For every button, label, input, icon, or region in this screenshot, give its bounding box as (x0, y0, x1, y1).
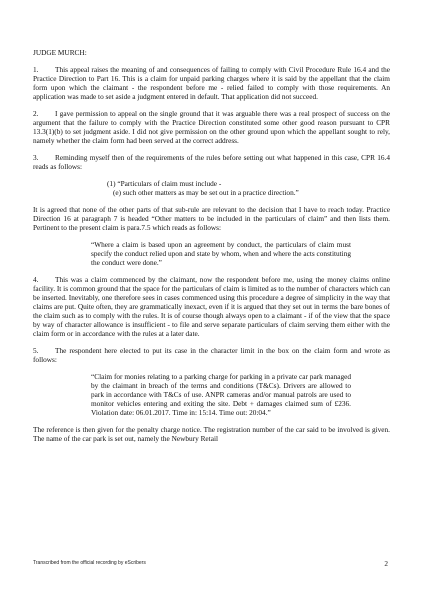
rule-list-item: (1) “Particulars of claim must include - (107, 179, 222, 188)
page-footer (33, 560, 390, 566)
paragraph-5 (33, 346, 390, 364)
paragraph-final: The reference is then given for the penalty charge notice. The registration number of the car said to be involved is given. The name of the car park is set out, namely the Newbury Retail (33, 425, 390, 443)
paragraph-number: 3. (33, 153, 39, 162)
document-body (33, 48, 390, 451)
paragraph-number: 5. (33, 346, 39, 355)
paragraph-number: 1. (33, 65, 39, 74)
paragraph-4 (33, 275, 390, 338)
block-quote-claim: “Claim for monies relating to a parking charge for parking in a private car park managed by the claimant in breach of the terms and conditions (T&Cs). Drivers are allowed to park in accordance with T&Cs of use. ANPR cameras and/or manual patrols are used to monitor vehicles entering and exiting the site. Debt + damages claimed sum of £236. Violation date: 06.01.2017. Time in: 15:14. Time out: 20:04.” (91, 372, 351, 417)
rule-list-subitem: (e) such other matters as may be set out in a practice direction.” (113, 188, 299, 197)
block-quote-practice-direction: “Where a claim is based upon an agreement by conduct, the particulars of claim must specify the conduct relied upon and state by whom, when and where the acts constituting the conduct were done.” (91, 240, 351, 267)
paragraph-2 (33, 109, 390, 145)
paragraph-number: 2. (33, 109, 39, 118)
paragraph-text: I gave permission to appeal on the single ground that it was arguable there was a real prospect of success on the argument that the failure to comply with the Practice Direction constituted some other good reason pursuant to CPR 13.3(1)(b) to set judgment aside. I did not give permission on the other ground upon which the appellant sought to rely, namely whether the claim form had been served at the correct address. (33, 109, 390, 145)
paragraph-text: This appeal raises the meaning of and consequences of failing to comply with Civil Procedure Rule 16.4 and the Practice Direction to Part 16. This is a claim for unpaid parking charges where it is said by the appellant that the claim form upon which the claimant - the respondent before me - relied failed to comply with those requirements. An application was made to set aside a judgment entered in default. That application did not succeed. (33, 65, 390, 101)
paragraph-after-list: It is agreed that none of the other parts of that sub-rule are relevant to the decision that I have to reach today. Practice Direction 16 at paragraph 7 is headed “Other matters to be included in the particulars of claim” and then lists them. Pertinent to the present claim is para.7.5 which reads as follows: (33, 205, 390, 232)
speaker-heading: JUDGE MURCH: (33, 48, 87, 57)
paragraph-1 (33, 65, 390, 101)
paragraph-text: The respondent here elected to put its case in the character limit in the box on the claim form and wrote as follows: (33, 346, 390, 364)
paragraph-number: 4. (33, 275, 39, 284)
paragraph-text: Reminding myself then of the requirements of the rules before setting out what happened in this case, CPR 16.4 reads as follows: (33, 153, 390, 171)
rule-list (107, 179, 390, 197)
footer-credit: Transcribed from the official recording by eScribers (33, 560, 146, 566)
paragraph-3 (33, 153, 390, 171)
page-number: 2 (384, 559, 388, 568)
paragraph-text: This was a claim commenced by the claimant, now the respondent before me, using the money claims online facility. It is common ground that the space for the particulars of claim is limited as to the number of characters which can be inserted. Inevitably, one therefore sees in cases commenced using this procedure a degree of simplicity in the way that claims are put. Quite often, they are grammatically inexact, even if it is argued that they set out in terms the bare bones of the claim such as to comply with the rules. It is of course though always open to a claimant - if of the view that the space by way of character allowance is insufficient - to file and serve separate particulars of claim serving them either with the claim form or in accordance with the rules at a later date. (33, 275, 390, 338)
